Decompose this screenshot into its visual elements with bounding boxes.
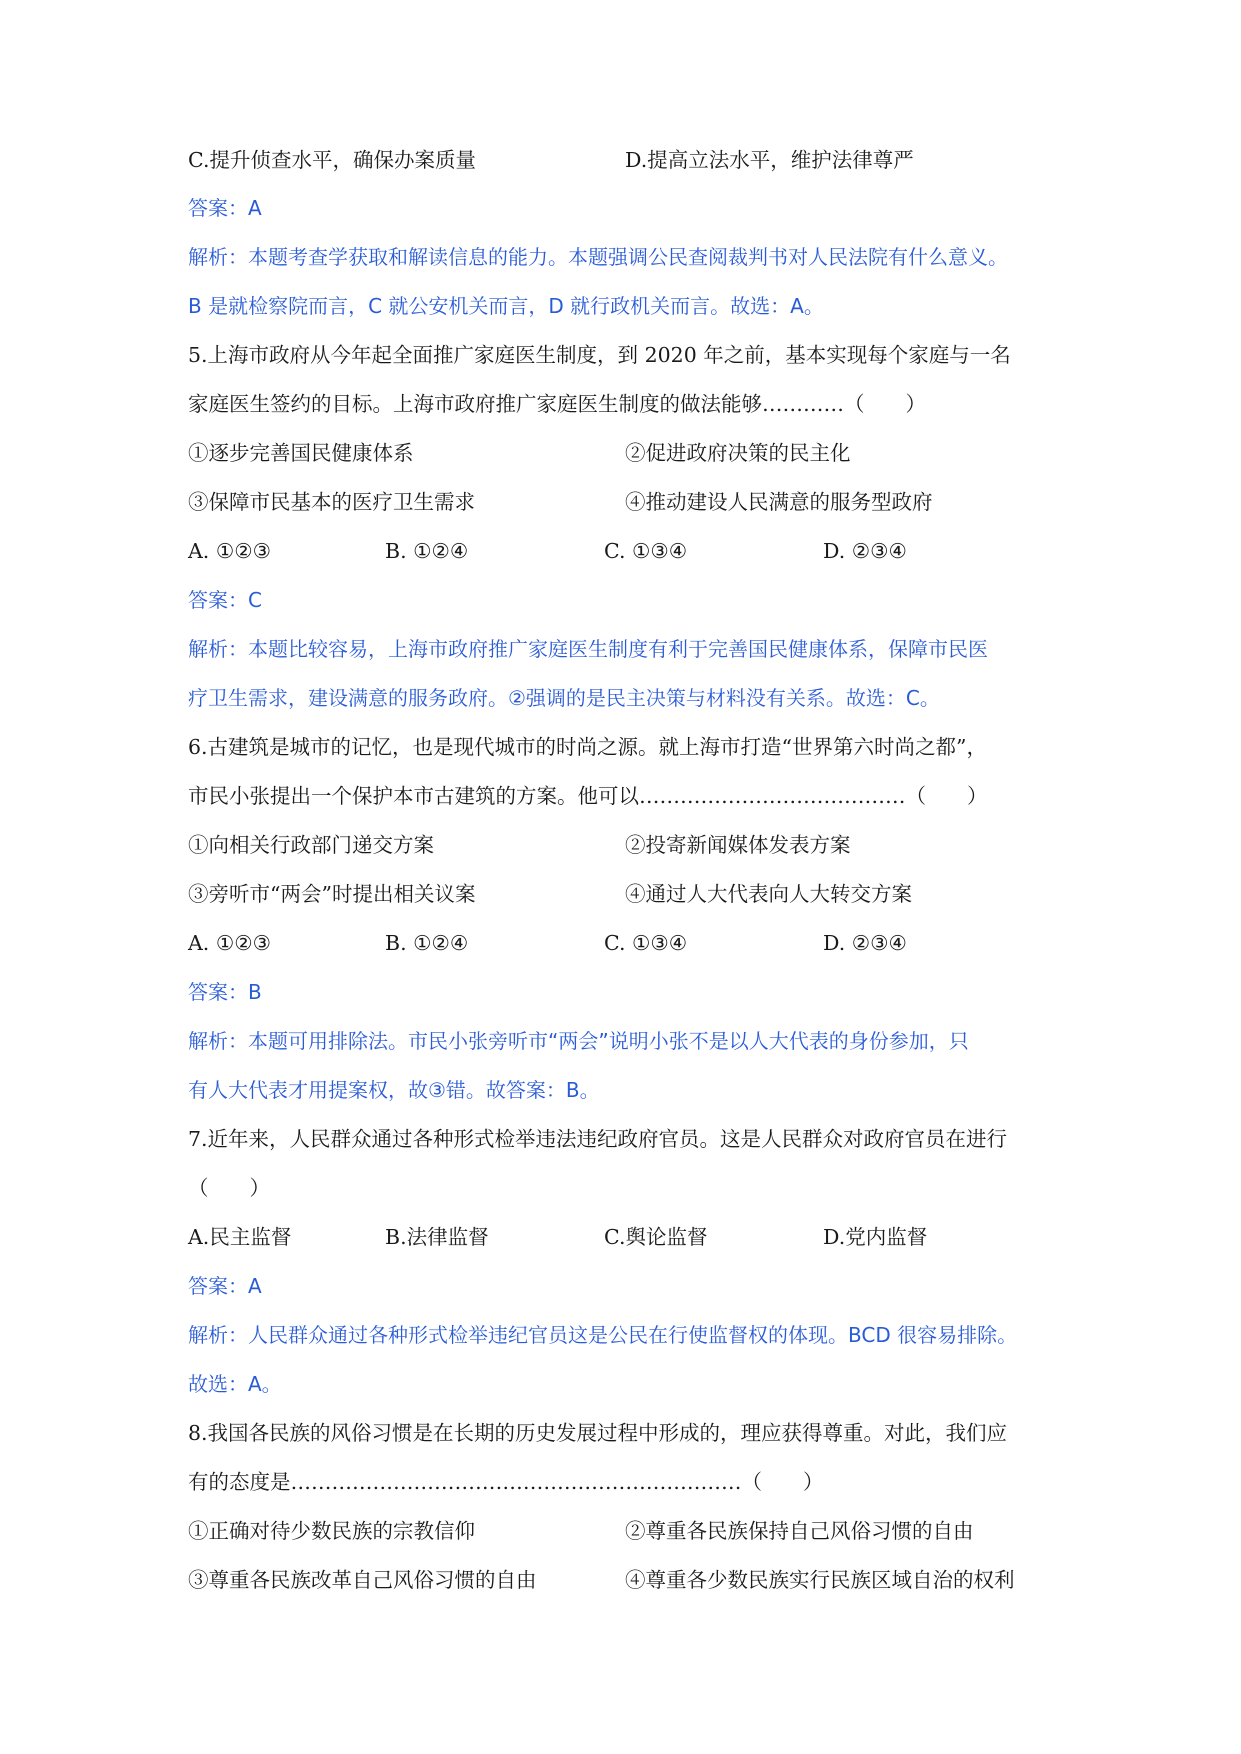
choice-option: B. ①②④ bbox=[385, 931, 469, 955]
question-text-line: 有的态度是…………………………………………………………（ ） bbox=[188, 1470, 824, 1494]
answer-text-line: 答案：B bbox=[188, 980, 262, 1004]
answer-text-line: 故选：A。 bbox=[188, 1372, 282, 1396]
answer-text-line: 答案：C bbox=[188, 588, 262, 612]
choice-option: D. ②③④ bbox=[823, 539, 907, 563]
answer-text-line: B 是就检察院而言，C 就公安机关而言，D 就行政机关而言。故选：A。 bbox=[188, 294, 824, 318]
answer-text-line: 解析：本题考查学获取和解读信息的能力。本题强调公民查阅裁判书对人民法院有什么意义。 bbox=[188, 245, 1008, 269]
choice-option: A. ①②③ bbox=[188, 931, 271, 955]
answer-text-line: 有人大代表才用提案权，故③错。故答案：B。 bbox=[188, 1078, 600, 1102]
question-text-line: 家庭医生签约的目标。上海市政府推广家庭医生制度的做法能够…………（ ） bbox=[188, 392, 926, 416]
choice-option: D. ②③④ bbox=[823, 931, 907, 955]
answer-text-line: 解析：本题比较容易，上海市政府推广家庭医生制度有利于完善国民健康体系，保障市民医 bbox=[188, 637, 988, 661]
answer-text-line: 疗卫生需求，建设满意的服务政府。②强调的是民主决策与材料没有关系。故选：C。 bbox=[188, 686, 940, 710]
statement-item: ②投寄新闻媒体发表方案 bbox=[625, 833, 851, 857]
choice-option: A. ①②③ bbox=[188, 539, 271, 563]
question-text-line: 5.上海市政府从今年起全面推广家庭医生制度，到 2020 年之前，基本实现每个家庭与一名 bbox=[188, 343, 1011, 367]
choice-option: B.法律监督 bbox=[385, 1225, 489, 1249]
statement-item: ③保障市民基本的医疗卫生需求 bbox=[188, 490, 475, 514]
choice-option: C. ①③④ bbox=[604, 931, 688, 955]
statement-item: ①逐步完善国民健康体系 bbox=[188, 441, 414, 465]
answer-text-line: 解析：人民群众通过各种形式检举违纪官员这是公民在行使监督权的体现。BCD 很容易排除。 bbox=[188, 1323, 1018, 1347]
question-text-line: 7.近年来，人民群众通过各种形式检举违法违纪政府官员。这是人民群众对政府官员在进行 bbox=[188, 1127, 1008, 1151]
answer-text-line: 答案：A bbox=[188, 1274, 262, 1298]
statement-item: ①正确对待少数民族的宗教信仰 bbox=[188, 1519, 475, 1543]
statement-item: ③尊重各民族改革自己风俗习惯的自由 bbox=[188, 1568, 537, 1592]
choice-option: D.党内监督 bbox=[823, 1225, 928, 1249]
question-text-line: 6.古建筑是城市的记忆，也是现代城市的时尚之源。就上海市打造“世界第六时尚之都”， bbox=[188, 735, 988, 759]
statement-item: ③旁听市“两会”时提出相关议案 bbox=[188, 882, 476, 906]
answer-text-line: 解析：本题可用排除法。市民小张旁听市“两会”说明小张不是以人大代表的身份参加，只 bbox=[188, 1029, 969, 1053]
choice-option: A.民主监督 bbox=[188, 1225, 292, 1249]
choice-option: C. ①③④ bbox=[604, 539, 688, 563]
choice-option: B. ①②④ bbox=[385, 539, 469, 563]
statement-item: ④推动建设人民满意的服务型政府 bbox=[625, 490, 933, 514]
question-text-line: 市民小张提出一个保护本市古建筑的方案。他可以…………………………………（ ） bbox=[188, 784, 988, 808]
statement-item: ②尊重各民族保持自己风俗习惯的自由 bbox=[625, 1519, 974, 1543]
statement-item: C.提升侦查水平，确保办案质量 bbox=[188, 148, 476, 172]
statement-item: ④尊重各少数民族实行民族区域自治的权利 bbox=[625, 1568, 1015, 1592]
statement-item: D.提高立法水平，维护法律尊严 bbox=[625, 148, 914, 172]
choice-option: C.舆论监督 bbox=[604, 1225, 708, 1249]
question-text-line: （ ） bbox=[188, 1176, 270, 1200]
statement-item: ①向相关行政部门递交方案 bbox=[188, 833, 434, 857]
question-text-line: 8.我国各民族的风俗习惯是在长期的历史发展过程中形成的，理应获得尊重。对此，我们应 bbox=[188, 1421, 1008, 1445]
answer-text-line: 答案：A bbox=[188, 196, 262, 220]
statement-item: ②促进政府决策的民主化 bbox=[625, 441, 851, 465]
statement-item: ④通过人大代表向人大转交方案 bbox=[625, 882, 912, 906]
